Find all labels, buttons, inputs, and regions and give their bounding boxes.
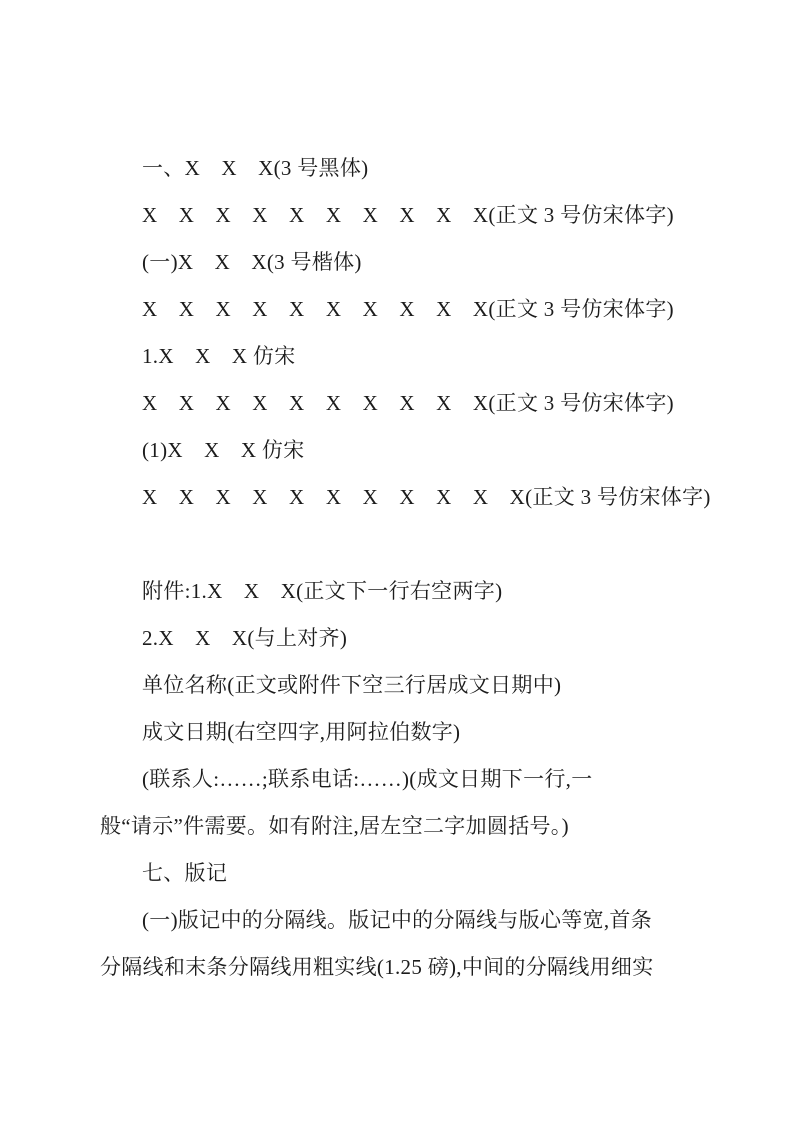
body-placeholder-line-2: X X X X X X X X X X(正文 3 号仿宋体字) <box>142 297 674 321</box>
colophon-rule-line-2: 分隔线和末条分隔线用粗实线(1.25 磅),中间的分隔线用细实 <box>100 955 654 979</box>
contact-note-line-1: (联系人:……;联系电话:……)(成文日期下一行,一 <box>142 767 593 791</box>
body-placeholder-line-3: X X X X X X X X X X(正文 3 号仿宋体字) <box>142 391 674 415</box>
issuer-name-note: 单位名称(正文或附件下空三行居成文日期中) <box>142 673 562 697</box>
body-placeholder-line-1: X X X X X X X X X X(正文 3 号仿宋体字) <box>142 203 674 227</box>
attachment-note-line-1: 附件:1.X X X(正文下一行右空两字) <box>142 579 503 603</box>
body-placeholder-line-4: X X X X X X X X X X X(正文 3 号仿宋体字) <box>142 485 711 509</box>
heading-paren-1: (1)X X X 仿宋 <box>142 438 305 462</box>
attachment-note-line-2: 2.X X X(与上对齐) <box>142 626 348 650</box>
heading-section-seven: 七、版记 <box>142 861 228 885</box>
colophon-rule-line-1: (一)版记中的分隔线。版记中的分隔线与版心等宽,首条 <box>142 908 653 932</box>
written-date-note: 成文日期(右空四字,用阿拉伯数字) <box>142 720 461 744</box>
heading-section-one: 一、X X X(3 号黑体) <box>142 156 369 180</box>
heading-numeral-1: 1.X X X 仿宋 <box>142 344 296 368</box>
heading-item-one: (一)X X X(3 号楷体) <box>142 250 362 274</box>
blank-line <box>100 521 693 568</box>
contact-note-line-2: 般“请示”件需要。如有附注,居左空二字加圆括号。) <box>100 814 569 838</box>
